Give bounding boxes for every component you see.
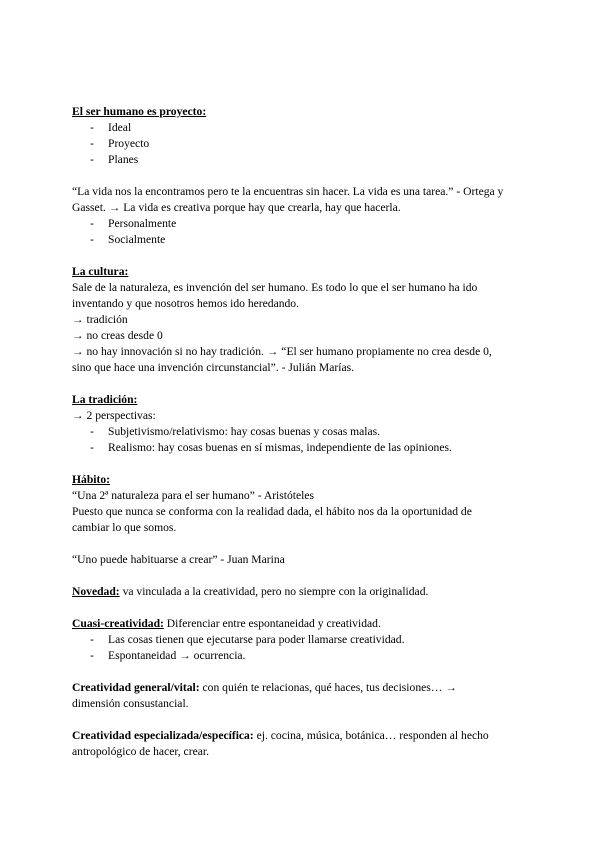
term-creatividad-especializada: Creatividad especializada/específica: <box>72 729 254 742</box>
text-span: ej. cocina, música, botánica… responden al hecho <box>253 729 489 742</box>
list-item: - Ideal <box>72 120 532 136</box>
text-line: “Una 2ª naturaleza para el ser humano” - Aristóteles <box>72 489 315 502</box>
text-line: sino que hace una invención circunstancial”. - Julián Marías. <box>72 361 355 374</box>
section-heading-ser-humano: El ser humano es proyecto: <box>72 105 207 118</box>
paragraph-cuasi-creatividad <box>72 616 532 632</box>
bullet-list-cuasi <box>72 632 532 664</box>
text-line: → no creas desde 0 <box>72 329 163 342</box>
paragraph-creatividad-general <box>72 680 532 696</box>
list-item: - Subjetivismo/relativismo: hay cosas buenas y cosas malas. <box>72 424 532 440</box>
term-cuasi-creatividad: Cuasi-creatividad: <box>72 617 164 630</box>
list-item: - Proyecto <box>72 136 532 152</box>
text-span: va vinculada a la creatividad, pero no siempre con la originalidad. <box>119 585 429 598</box>
list-item: - Personalmente <box>72 216 532 232</box>
bullet-list-hacerla <box>72 216 532 248</box>
text-line: Sale de la naturaleza, es invención del ser humano. Es todo lo que el ser humano ha ido <box>72 281 478 294</box>
list-item: - Socialmente <box>72 232 532 248</box>
section-heading-habito: Hábito: <box>72 473 111 486</box>
text-line: → 2 perspectivas: <box>72 409 156 422</box>
paragraph-creatividad-especializada <box>72 728 532 744</box>
term-creatividad-general: Creatividad general/vital: <box>72 681 200 694</box>
section-heading-cultura: La cultura: <box>72 265 129 278</box>
text-line: → tradición <box>72 313 128 326</box>
list-item: - Espontaneidad → ocurrencia. <box>72 648 532 664</box>
text-line: → no hay innovación si no hay tradición. → “El ser humano propiamente no crea desde 0, <box>72 345 492 358</box>
text-line: dimensión consustancial. <box>72 697 189 710</box>
list-item: - Realismo: hay cosas buenas en sí mismas, independiente de las opiniones. <box>72 440 532 456</box>
bullet-list-perspectivas <box>72 424 532 456</box>
text-line: antropológico de hacer, crear. <box>72 745 209 758</box>
term-novedad: Novedad: <box>72 585 120 598</box>
text-line: Puesto que nunca se conforma con la realidad dada, el hábito nos da la oportunidad de <box>72 505 472 518</box>
text-line: cambiar lo que somos. <box>72 521 177 534</box>
bullet-list-proyecto <box>72 120 532 168</box>
quote-marina: “Uno puede habituarse a crear” - Juan Marina <box>72 553 285 566</box>
quote-ortega-line1: “La vida nos la encontramos pero te la encuentras sin hacer. La vida es una tarea.” - Ortega y <box>72 185 504 198</box>
list-item: - Las cosas tienen que ejecutarse para poder llamarse creatividad. <box>72 632 532 648</box>
text-line: inventando y que nosotros hemos ido heredando. <box>72 297 300 310</box>
list-item: - Planes <box>72 152 532 168</box>
text-span: con quién te relacionas, qué haces, tus decisiones… → <box>199 681 457 694</box>
text-span: Diferenciar entre espontaneidad y creatividad. <box>163 617 381 630</box>
document-body <box>72 104 532 760</box>
section-heading-tradicion: La tradición: <box>72 393 138 406</box>
paragraph-novedad <box>72 584 532 600</box>
quote-ortega-line2: Gasset. → La vida es creativa porque hay que crearla, hay que hacerla. <box>72 201 401 214</box>
